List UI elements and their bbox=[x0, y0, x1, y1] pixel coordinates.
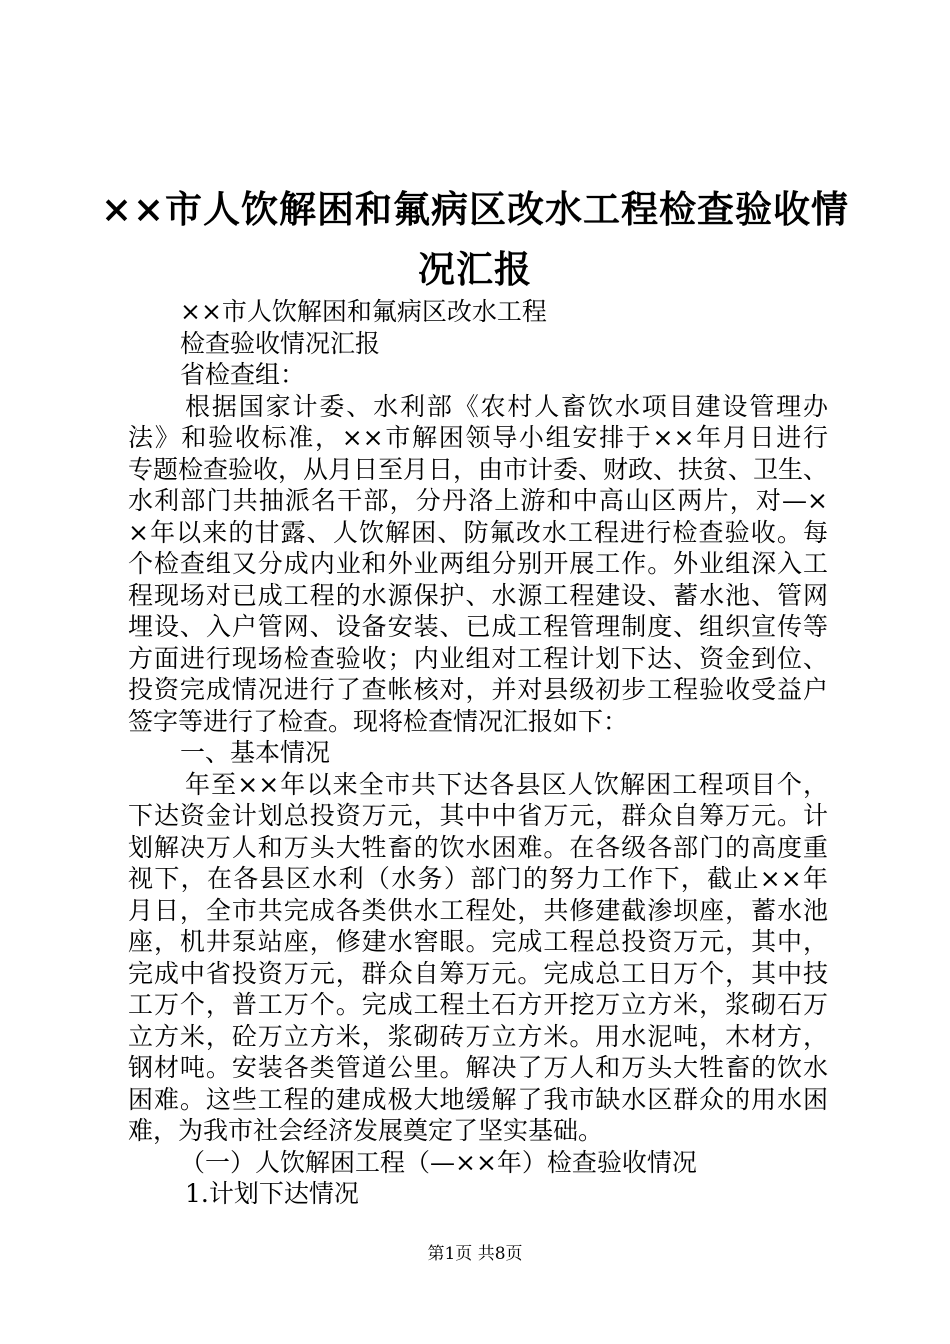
paragraph-1-line: 埋设、入户管网、设备安装、已成工程管理制度、组织宣传等 bbox=[128, 612, 828, 641]
paragraph-2-line: 钢材吨。安装各类管道公里。解决了万人和万头大牲畜的饮水 bbox=[128, 1053, 828, 1082]
page-footer: 第1页 共8页 bbox=[427, 1244, 523, 1264]
section-1-heading: 一、基本情况 bbox=[180, 738, 331, 767]
paragraph-2-line: 难，为我市社会经济发展奠定了坚实基础。 bbox=[128, 1116, 604, 1145]
paragraph-2-line: 划解决万人和万头大牲畜的饮水困难。在各级各部门的高度重 bbox=[128, 832, 828, 862]
paragraph-2-line: 年至××年以来全市共下达各县区人饮解困工程项目个， bbox=[185, 769, 828, 799]
paragraph-1-line: ×年以来的甘露、人饮解困、防氟改水工程进行检查验收。每 bbox=[128, 517, 828, 547]
paragraph-2-line: 月日，全市共完成各类供水工程处，共修建截渗坝座，蓄水池 bbox=[128, 895, 828, 925]
header-line-1: ××市人饮解困和氟病区改水工程 bbox=[180, 297, 547, 326]
paragraph-2-line: 困难。这些工程的建成极大地缓解了我市缺水区群众的用水困 bbox=[128, 1084, 828, 1114]
paragraph-2-line: 立方米，砼万立方米，浆砌砖万立方米。用水泥吨，木材方， bbox=[128, 1021, 828, 1051]
header-line-2: 检查验收情况汇报 bbox=[180, 328, 381, 358]
paragraph-1-line: 法》和验收标准，××市解困领导小组安排于××年月日进行 bbox=[128, 423, 828, 452]
document-title-line-1: ××市人饮解困和氟病区改水工程检查验收情 bbox=[100, 187, 849, 231]
paragraph-1-line: 水利部门共抽派名干部，分丹洛上游和中高山区两片，对—× bbox=[128, 486, 828, 515]
paragraph-1-line: 投资完成情况进行了查帐核对，并对县级初步工程验收受益户 bbox=[128, 675, 828, 704]
paragraph-2-line: 完成中省投资万元，群众自筹万元。完成总工日万个，其中技 bbox=[128, 958, 828, 988]
paragraph-2-line: 座，机井泵站座，修建水窖眼。完成工程总投资万元，其中， bbox=[128, 927, 828, 956]
paragraph-1-line: 程现场对已成工程的水源保护、水源工程建设、蓄水池、管网 bbox=[128, 580, 828, 610]
document-title-line-2: 况汇报 bbox=[418, 247, 532, 291]
paragraph-2-line: 下达资金计划总投资万元，其中中省万元，群众自筹万元。计 bbox=[128, 801, 828, 830]
paragraph-1-line: 个检查组又分成内业和外业两组分别开展工作。外业组深入工 bbox=[128, 549, 828, 578]
item-1-heading: 1.计划下达情况 bbox=[185, 1179, 359, 1208]
paragraph-2-line: 视下，在各县区水利（水务）部门的努力工作下，截止××年 bbox=[128, 864, 828, 893]
document-body bbox=[128, 296, 828, 1210]
header-line-3: 省检查组： bbox=[180, 360, 306, 389]
paragraph-1-line: 签字等进行了检查。现将检查情况汇报如下： bbox=[128, 706, 629, 736]
paragraph-1-line: 专题检查验收，从月日至月日，由市计委、财政、扶贫、卫生、 bbox=[128, 454, 828, 484]
paragraph-2-line: 工万个，普工万个。完成工程土石方开挖万立方米，浆砌石万 bbox=[128, 990, 828, 1019]
paragraph-1-line: 方面进行现场检查验收；内业组对工程计划下达、资金到位、 bbox=[128, 643, 828, 673]
paragraph-1-line: 根据国家计委、水利部《农村人畜饮水项目建设管理办 bbox=[185, 391, 828, 421]
subsection-1-heading: （一）人饮解困工程（—××年）检查验收情况 bbox=[180, 1147, 697, 1177]
